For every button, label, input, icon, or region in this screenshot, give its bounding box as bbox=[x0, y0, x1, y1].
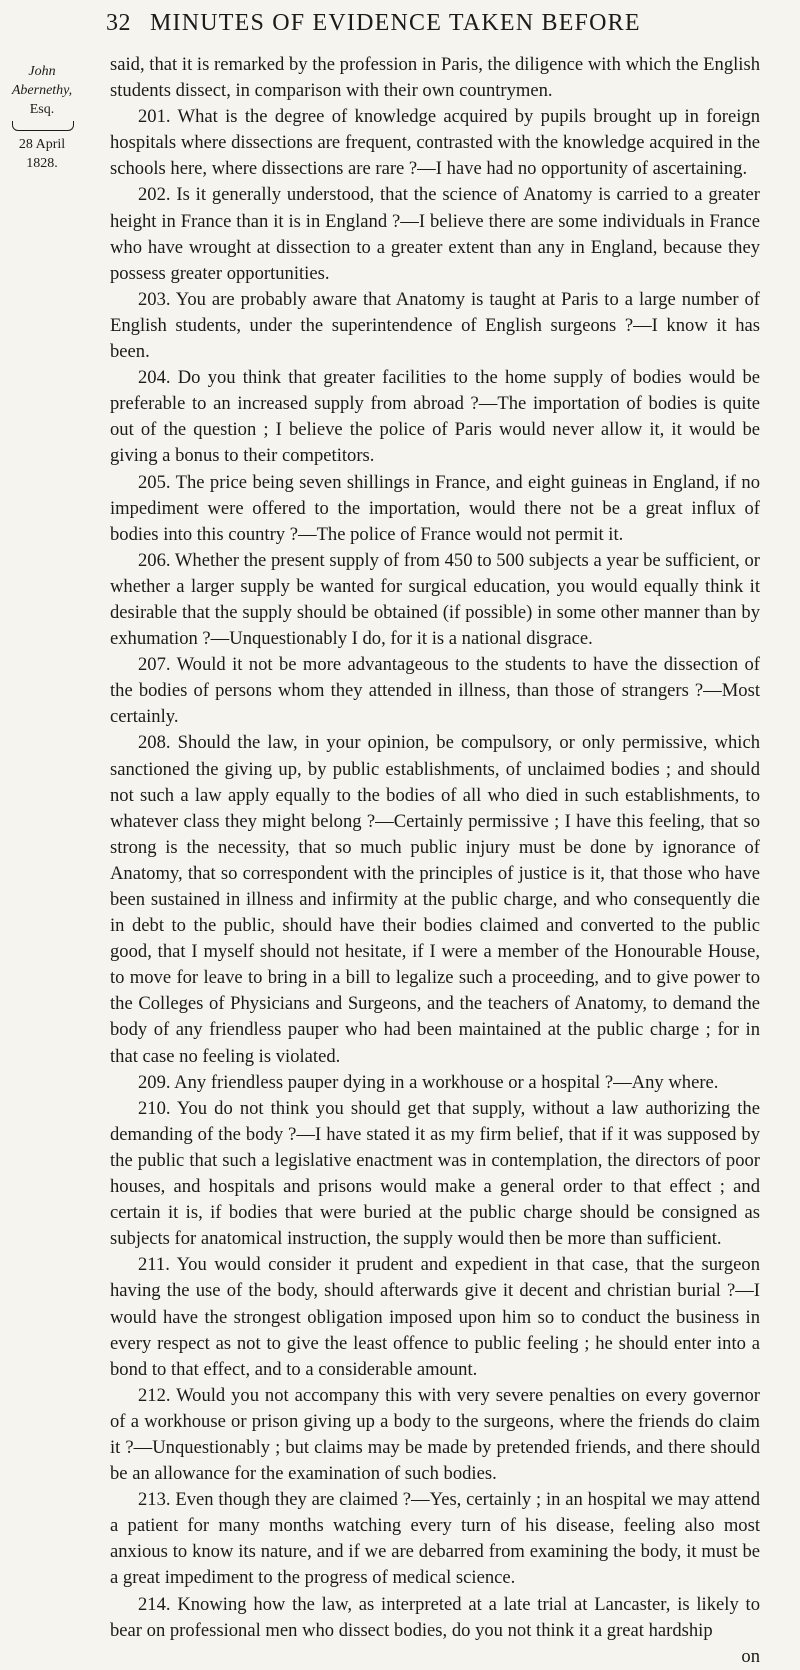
question-211: 211. You would consider it prudent and expedient in that case, that the surgeon having the use of the body, should afterwards give it decent and christian burial ?—I would have the strongest obligation imposed upon him so to conduct the business in every respect as not to give the least offence to public feeling ; he should enter into a bond to that effect, and to a considerable amount. bbox=[110, 1254, 760, 1380]
question-210: 210. You do not think you should get that supply, without a law authorizing the demanding of the body ?—I have stated it as my firm belief, that if it was supposed by the public that such a legislative enactment was in contemplation, the directors of poor houses, and hospitals and prisons would make a general order to that effect ; and certain it is, if bodies that were buried at the public charge should be consigned as subjects for anatomical instruction, the supply would then be more than sufficient. bbox=[110, 1097, 760, 1250]
question-213: 213. Even though they are claimed ?—Yes, certainly ; in an hospital we may attend a patient for many months watching every turn of his disease, feeling also most anxious to know its nature, and if we are debarred from examining the body, it must be a great impediment to the progress of medical science. bbox=[110, 1489, 760, 1589]
witness-title: Esq. bbox=[29, 102, 55, 117]
question-206: 206. Whether the present supply of from 450 to 500 subjects a year be sufficient, or whether a larger supply be wanted for surgical education, you would equally think it desirable that the supply should be obtained (if possible) in some other manner than by exhumation ?—Unquestionably I do, for it is a national disgrace. bbox=[110, 549, 760, 650]
question-205: 205. The price being seven shillings in France, and eight guineas in England, if no impediment were offered to the importation, would there not be a great influx of bodies into this country ?—The police of France would not permit it. bbox=[110, 471, 760, 545]
body-text bbox=[110, 52, 760, 1670]
brace-mark bbox=[12, 121, 74, 131]
paragraph-continuation: said, that it is remarked by the profession in Paris, the diligence with which the English students dissect, in comparison with their own countrymen. bbox=[110, 54, 760, 102]
question-207: 207. Would it not be more advantageous to the students to have the dissection of the bodies of persons whom they attended in illness, than those of strangers ?—Most certainly. bbox=[110, 654, 760, 728]
witness-name: John Abernethy, bbox=[11, 64, 73, 98]
margin-note bbox=[4, 62, 80, 173]
question-214: 214. Knowing how the law, as interpreted at a late trial at Lancaster, is likely to bear on professional men who dissect bodies, do you not think it a great hardship bbox=[110, 1593, 760, 1641]
question-208: 208. Should the law, in your opinion, be compulsory, or only permissive, which sanctioned the giving up, by public establishments, of unclaimed bodies ; and should not such a law apply equally to the bodies of all who died in such establishments, to whatever class they might belong ?—Certainly permissive ; I have this feeling, that so strong is the necessity, that so much public injury must be done by ignorance of Anatomy, that so correspondent with the principles of justice is it, that those who have been sustained in illness and infirmity at the public charge, and who consequently die in debt to the public, should have their bodies claimed and converted to the public good, that I myself should not hesitate, if I were a member of the Honourable House, to move for leave to bring in a bill to legalize such a proceeding, and to give power to the Colleges of Physicians and Surgeons, and the teachers of Anatomy, to demand the body of any friendless pauper who had been maintained at the public charge ; for in that case no feeling is violated. bbox=[110, 732, 760, 1067]
date-year: 1828. bbox=[26, 156, 58, 171]
date-day: 28 April bbox=[18, 137, 66, 152]
question-204: 204. Do you think that greater facilities to the home supply of bodies would be preferable to an increased supply from abroad ?—The importation of bodies is quite out of the question ; I believe the police of Paris would never allow it, it would be giving a bonus to their competitors. bbox=[110, 367, 760, 467]
question-202: 202. Is it generally understood, that the science of Anatomy is carried to a greater height in France than it is in England ?—I believe there are some individuals in France who have wrought at dissection to a greater extent than any in England, because they possess greater opportunities. bbox=[110, 184, 760, 284]
page-number: 32 bbox=[106, 10, 131, 36]
running-head: MINUTES OF EVIDENCE TAKEN BEFORE bbox=[150, 10, 641, 36]
catchword: on bbox=[741, 1645, 760, 1667]
question-201: 201. What is the degree of knowledge acquired by pupils brought up in foreign hospitals where dissections are frequent, contrasted with the knowledge acquired in the schools here, where dissections are rare ?—I have had no opportunity of ascertaining. bbox=[110, 106, 760, 180]
question-203: 203. You are probably aware that Anatomy is taught at Paris to a large number of English students, under the superintendence of English surgeons ?—I know it has been. bbox=[110, 288, 760, 363]
question-212: 212. Would you not accompany this with very severe penalties on every governor of a workhouse or prison giving up a body to the surgeons, where the friends do claim it ?—Unquestionably ; but claims may be made by pretended friends, and there should be an allowance for the examination of such bodies. bbox=[110, 1384, 760, 1485]
question-209: 209. Any friendless pauper dying in a workhouse or a hospital ?—Any where. bbox=[138, 1071, 719, 1093]
